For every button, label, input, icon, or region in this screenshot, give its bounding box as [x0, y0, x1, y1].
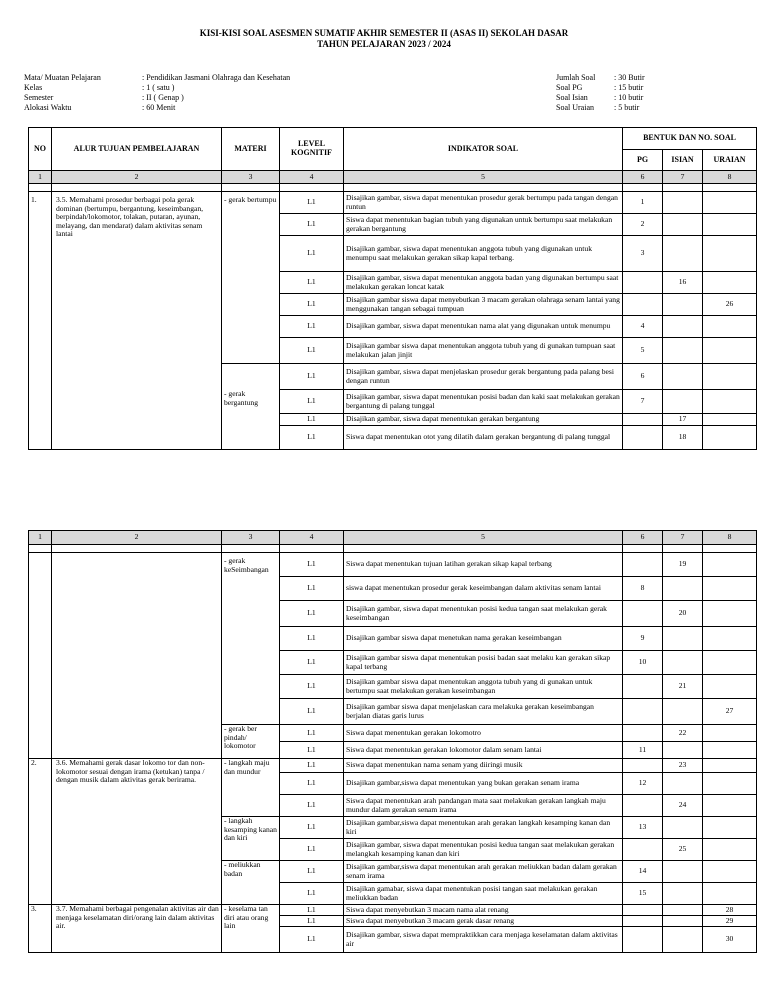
header-pg: PG: [623, 150, 663, 171]
header-indikator: INDIKATOR SOAL: [344, 128, 623, 171]
column-number: 5: [344, 171, 623, 184]
isian-number: [663, 577, 703, 601]
alur-tujuan: 3.7. Memahami berbagai pengenalan aktivitas air dan menjaga keselamatan diri/orang lain dalam aktivitas air.: [52, 905, 222, 953]
uraian-number: [703, 742, 757, 759]
meta-key: Jumlah Soal: [556, 73, 596, 82]
alur-tujuan: 3.5. Memahami prosedur berbagai pola gerak dominan (bertumpu, bergantung, keseimbangan, berpindah/lokomotor, tolakan, putaran, ayunan, melayang, dan mendarat) dalam aktivitas senam lantai: [52, 192, 222, 450]
pg-number: [623, 294, 663, 316]
level-kognitif: L1: [280, 839, 344, 861]
level-kognitif: L1: [280, 236, 344, 272]
uraian-number: [703, 817, 757, 839]
uraian-number: [703, 773, 757, 795]
document-subtitle: TAHUN PELAJARAN 2023 / 2024: [317, 39, 451, 49]
header-no: NO: [29, 128, 52, 171]
level-kognitif: L1: [280, 742, 344, 759]
row-no: 1.: [29, 192, 52, 450]
column-number: 4: [280, 171, 344, 184]
indikator-soal: Disajikan gambar, siswa dapat menentukan posisi kedua tangan saat melakukan gerak keseimbangan: [344, 601, 623, 627]
meta-left: [24, 73, 290, 113]
isian-number: [663, 294, 703, 316]
level-kognitif: L1: [280, 316, 344, 338]
isian-number: [663, 192, 703, 214]
level-kognitif: L1: [280, 916, 344, 927]
meta-row: [24, 93, 290, 103]
pg-number: 15: [623, 883, 663, 905]
column-number: 1: [29, 531, 52, 545]
pg-number: 5: [623, 338, 663, 364]
column-number: 1: [29, 171, 52, 184]
level-kognitif: L1: [280, 905, 344, 916]
level-kognitif: L1: [280, 338, 344, 364]
materi-langkah-samping: - langkah kesamping kanan dan kiri: [222, 817, 280, 861]
table-row: [29, 905, 757, 916]
pg-number: [623, 675, 663, 699]
column-number: 3: [222, 531, 280, 545]
meta-key: Mata/ Muatan Pelajaran: [24, 73, 101, 82]
level-kognitif: L1: [280, 795, 344, 817]
level-kognitif: L1: [280, 883, 344, 905]
column-number: 8: [703, 171, 757, 184]
level-kognitif: L1: [280, 759, 344, 773]
indikator-soal: Disajikan gambar siswa dapat menentukan anggota tubuh yang di gunakan tumpuan saat melakukan jalan jinjit: [344, 338, 623, 364]
isian-number: 20: [663, 601, 703, 627]
level-kognitif: L1: [280, 426, 344, 450]
kisi-kisi-table-1: [28, 127, 757, 450]
uraian-number: 30: [703, 927, 757, 953]
pg-number: 12: [623, 773, 663, 795]
uraian-number: [703, 426, 757, 450]
uraian-number: [703, 577, 757, 601]
uraian-number: [703, 338, 757, 364]
pg-number: 8: [623, 577, 663, 601]
pg-number: [623, 272, 663, 294]
uraian-number: 29: [703, 916, 757, 927]
meta-value: : 15 butir: [614, 83, 644, 92]
meta-row: [556, 73, 645, 83]
indikator-soal: Disajikan gambar siswa dapat menentukan posisi badan saat melaku kan gerakan sikap kapal terbang: [344, 651, 623, 675]
indikator-soal: Disajikan gambar, siswa dapat menentukan anggota tubuh yang digunakan untuk menumpu saat melakukan gerakan sikap kapal terbang.: [344, 236, 623, 272]
level-kognitif: L1: [280, 192, 344, 214]
indikator-soal: Siswa dapat menentukan tujuan latihan gerakan sikap kapal terbang: [344, 553, 623, 577]
pg-number: 7: [623, 390, 663, 414]
uraian-number: [703, 795, 757, 817]
level-kognitif: L1: [280, 214, 344, 236]
materi-gerak-pindah: - gerak ber pindah/ lokomotor: [222, 725, 280, 759]
uraian-number: [703, 725, 757, 742]
indikator-soal: Siswa dapat menentukan gerakan lokomotor dalam senam lantai: [344, 742, 623, 759]
meta-value: : 5 butir: [614, 103, 640, 112]
materi-gerak-bertumpu: - gerak bertumpu: [222, 192, 280, 364]
meta-row: [24, 83, 290, 93]
indikator-soal: Disajikan gambar siswa dapat menyebutkan 3 macam gerakan olahraga senam lantai yang menggunakan tangan sebagai tumpuan: [344, 294, 623, 316]
uraian-number: 28: [703, 905, 757, 916]
uraian-number: [703, 627, 757, 651]
meta-row: [24, 73, 290, 83]
indikator-soal: Disajikan gambar siswa dapat menetukan nama gerakan keseimbangan: [344, 627, 623, 651]
isian-number: [663, 773, 703, 795]
indikator-soal: Disajikan gambar siswa dapat menentukan anggota tubuh yang di gunakan untuk bertumpu saat melakukan gerakan keseimbangan: [344, 675, 623, 699]
pg-number: [623, 601, 663, 627]
materi-gerak-bergantung: - gerak bergantung: [222, 364, 280, 450]
indikator-soal: Siswa dapat menentukan arah pandangan mata saat melakukan gerakan langkah maju mundur dalam gerakan senam irama: [344, 795, 623, 817]
isian-number: [663, 817, 703, 839]
meta-row: [24, 103, 290, 113]
header-level: LEVEL KOGNITIF: [280, 128, 344, 171]
isian-number: 18: [663, 426, 703, 450]
pg-number: [623, 795, 663, 817]
row-no-empty: [29, 553, 52, 759]
pg-number: [623, 759, 663, 773]
pg-number: 14: [623, 861, 663, 883]
uraian-number: [703, 364, 757, 390]
isian-number: [663, 364, 703, 390]
row-no: 3.: [29, 905, 52, 953]
uraian-number: [703, 675, 757, 699]
level-kognitif: L1: [280, 675, 344, 699]
level-kognitif: L1: [280, 861, 344, 883]
meta-value: : 30 Butir: [614, 73, 645, 82]
isian-number: [663, 651, 703, 675]
uraian-number: [703, 192, 757, 214]
uraian-number: 27: [703, 699, 757, 725]
pg-number: 10: [623, 651, 663, 675]
meta-row: [556, 103, 645, 113]
uraian-number: [703, 316, 757, 338]
level-kognitif: L1: [280, 553, 344, 577]
pg-number: 11: [623, 742, 663, 759]
column-number: 6: [623, 531, 663, 545]
indikator-soal: Disajikan gambar,siswa dapat menentukan arah gerakan langkah kesamping kanan dan kiri: [344, 817, 623, 839]
level-kognitif: L1: [280, 364, 344, 390]
isian-number: [663, 316, 703, 338]
column-number: 8: [703, 531, 757, 545]
header-uraian: URAIAN: [703, 150, 757, 171]
pg-number: [623, 927, 663, 953]
indikator-soal: Disajikan gambar, siswa dapat menentukan prosedur gerak bertumpu pada tangan dengan runtun: [344, 192, 623, 214]
isian-number: 16: [663, 272, 703, 294]
isian-number: [663, 905, 703, 916]
meta-row: [556, 83, 645, 93]
indikator-soal: Siswa dapat menyebutkan 3 macam nama alat renang: [344, 905, 623, 916]
isian-number: [663, 927, 703, 953]
pg-number: [623, 699, 663, 725]
pg-number: 3: [623, 236, 663, 272]
header-materi: MATERI: [222, 128, 280, 171]
meta-key: Soal PG: [556, 83, 583, 92]
level-kognitif: L1: [280, 651, 344, 675]
isian-number: [663, 916, 703, 927]
uraian-number: [703, 601, 757, 627]
level-kognitif: L1: [280, 577, 344, 601]
level-kognitif: L1: [280, 927, 344, 953]
pg-number: 4: [623, 316, 663, 338]
isian-number: [663, 236, 703, 272]
meta-row: [556, 93, 645, 103]
isian-number: [663, 742, 703, 759]
meta-value: : Pendidikan Jasmani Olahraga dan Kesehatan: [142, 73, 291, 82]
indikator-soal: Siswa dapat menentukan nama senam yang diiringi musik: [344, 759, 623, 773]
isian-number: [663, 861, 703, 883]
isian-number: 23: [663, 759, 703, 773]
pg-number: [623, 414, 663, 426]
indikator-soal: Siswa dapat menentukan gerakan lokomotro: [344, 725, 623, 742]
isian-number: [663, 214, 703, 236]
meta-right: [556, 73, 645, 113]
uraian-number: [703, 414, 757, 426]
uraian-number: [703, 839, 757, 861]
uraian-number: [703, 861, 757, 883]
pg-number: 2: [623, 214, 663, 236]
table-row: [29, 759, 757, 773]
uraian-number: [703, 272, 757, 294]
level-kognitif: L1: [280, 601, 344, 627]
level-kognitif: L1: [280, 390, 344, 414]
pg-number: 6: [623, 364, 663, 390]
level-kognitif: L1: [280, 272, 344, 294]
indikator-soal: Disajikan gambar siswa dapat menjelaskan cara melakuka gerakan keseimbangan berjalan diatas garis lurus: [344, 699, 623, 725]
uraian-number: 26: [703, 294, 757, 316]
level-kognitif: L1: [280, 294, 344, 316]
pg-number: 13: [623, 817, 663, 839]
level-kognitif: L1: [280, 627, 344, 651]
indikator-soal: Disajikan gambar, siswa dapat menentukan anggota badan yang digunakan bertumpu saat melakukan gerakan loncat katak: [344, 272, 623, 294]
materi-gerak-keseimbangan: - gerak keSeimbangan: [222, 553, 280, 725]
alur-empty: [52, 553, 222, 759]
column-number: 5: [344, 531, 623, 545]
column-number: 3: [222, 171, 280, 184]
isian-number: 17: [663, 414, 703, 426]
indikator-soal: Siswa dapat menentukan bagian tubuh yang digunakan untuk bertumpu saat melakukan gerakan bergantung: [344, 214, 623, 236]
isian-number: [663, 883, 703, 905]
isian-number: [663, 338, 703, 364]
table-row: [29, 192, 757, 214]
column-number: 2: [52, 531, 222, 545]
isian-number: 21: [663, 675, 703, 699]
meta-key: Kelas: [24, 83, 43, 92]
meta-value: : 10 butir: [614, 93, 644, 102]
pg-number: [623, 426, 663, 450]
indikator-soal: Disajikan gambar, siswa dapat menentukan nama alat yang digunakan untuk menumpu: [344, 316, 623, 338]
uraian-number: [703, 553, 757, 577]
pg-number: [623, 839, 663, 861]
pg-number: 9: [623, 627, 663, 651]
materi-keselamatan: - keselama tan diri atau orang lain: [222, 905, 280, 953]
pg-number: [623, 725, 663, 742]
kisi-kisi-table-2: [28, 530, 757, 953]
pg-number: 1: [623, 192, 663, 214]
row-no: 2.: [29, 759, 52, 905]
pg-number: [623, 916, 663, 927]
meta-key: Soal Uraian: [556, 103, 594, 112]
column-number: 7: [663, 171, 703, 184]
indikator-soal: Disajikan gamabar, siswa dapat menentukan posisi tangan saat melakukan gerakan meliukkan badan: [344, 883, 623, 905]
isian-number: [663, 699, 703, 725]
materi-langkah-maju: - langkah maju dan mundur: [222, 759, 280, 817]
indikator-soal: Disajikan gambar, siswa dapat mempraktikkan cara menjaga keselamatan dalam aktivitas air: [344, 927, 623, 953]
column-number: 2: [52, 171, 222, 184]
meta-key: Alokasi Waktu: [24, 103, 72, 112]
indikator-soal: Siswa dapat menyebutkan 3 macam gerak dasar renang: [344, 916, 623, 927]
uraian-number: [703, 236, 757, 272]
indikator-soal: Disajikan gambar, siswa dapat menentukan gerakan bergantung: [344, 414, 623, 426]
uraian-number: [703, 759, 757, 773]
uraian-number: [703, 390, 757, 414]
isian-number: 19: [663, 553, 703, 577]
table-row: [29, 553, 757, 577]
document-title: KISI-KISI SOAL ASESMEN SUMATIF AKHIR SEMESTER II (ASAS II) SEKOLAH DASAR: [199, 28, 569, 38]
isian-number: 24: [663, 795, 703, 817]
level-kognitif: L1: [280, 699, 344, 725]
column-number: 4: [280, 531, 344, 545]
header-alur: ALUR TUJUAN PEMBELAJARAN: [52, 128, 222, 171]
isian-number: [663, 390, 703, 414]
header-isian: ISIAN: [663, 150, 703, 171]
isian-number: 25: [663, 839, 703, 861]
indikator-soal: Disajikan gambar,siswa dapat menentukan arah gerakan meliukkan badan dalam gerakan senam irama: [344, 861, 623, 883]
indikator-soal: Siswa dapat menentukan otot yang dilatih dalam gerakan bergantung di palang tunggal: [344, 426, 623, 450]
pg-number: [623, 905, 663, 916]
alur-tujuan: 3.6. Memahami gerak dasar lokomo tor dan non-lokomotor sesuai dengan irama (ketukan) tanpa / dengan musik dalam aktivitas gerak berirama.: [52, 759, 222, 905]
materi-meliukkan: - meliukkan badan: [222, 861, 280, 905]
level-kognitif: L1: [280, 817, 344, 839]
indikator-soal: Disajikan gambar, siswa dapat menentukan posisi badan dan kaki saat melakukan gerakan bergantung di palang tunggal: [344, 390, 623, 414]
meta-value: : 1 ( satu ): [142, 83, 175, 92]
meta-value: : II ( Genap ): [142, 93, 184, 102]
meta-value: : 60 Menit: [142, 103, 176, 112]
indikator-soal: Disajikan gambar, siswa dapat menentukan posisi kedua tangan saat melakukan gerakan melangkah kesamping kanan dan kiri: [344, 839, 623, 861]
isian-number: [663, 627, 703, 651]
level-kognitif: L1: [280, 725, 344, 742]
uraian-number: [703, 651, 757, 675]
meta-key: Soal Isian: [556, 93, 588, 102]
indikator-soal: Disajikan gambar,siswa dapat menentukan yang bukan gerakan senam irama: [344, 773, 623, 795]
indikator-soal: Disajikan gambar, siswa dapat menjelaskan prosedur gerak bergantung pada palang besi dengan runtun: [344, 364, 623, 390]
column-number: 7: [663, 531, 703, 545]
pg-number: [623, 553, 663, 577]
uraian-number: [703, 214, 757, 236]
level-kognitif: L1: [280, 773, 344, 795]
column-number: 6: [623, 171, 663, 184]
meta-key: Semester: [24, 93, 54, 102]
isian-number: 22: [663, 725, 703, 742]
header-bentuk: BENTUK DAN NO. SOAL: [623, 128, 757, 150]
level-kognitif: L1: [280, 414, 344, 426]
indikator-soal: siswa dapat menentukan prosedur gerak keseimbangan dalam aktivitas senam lantai: [344, 577, 623, 601]
uraian-number: [703, 883, 757, 905]
